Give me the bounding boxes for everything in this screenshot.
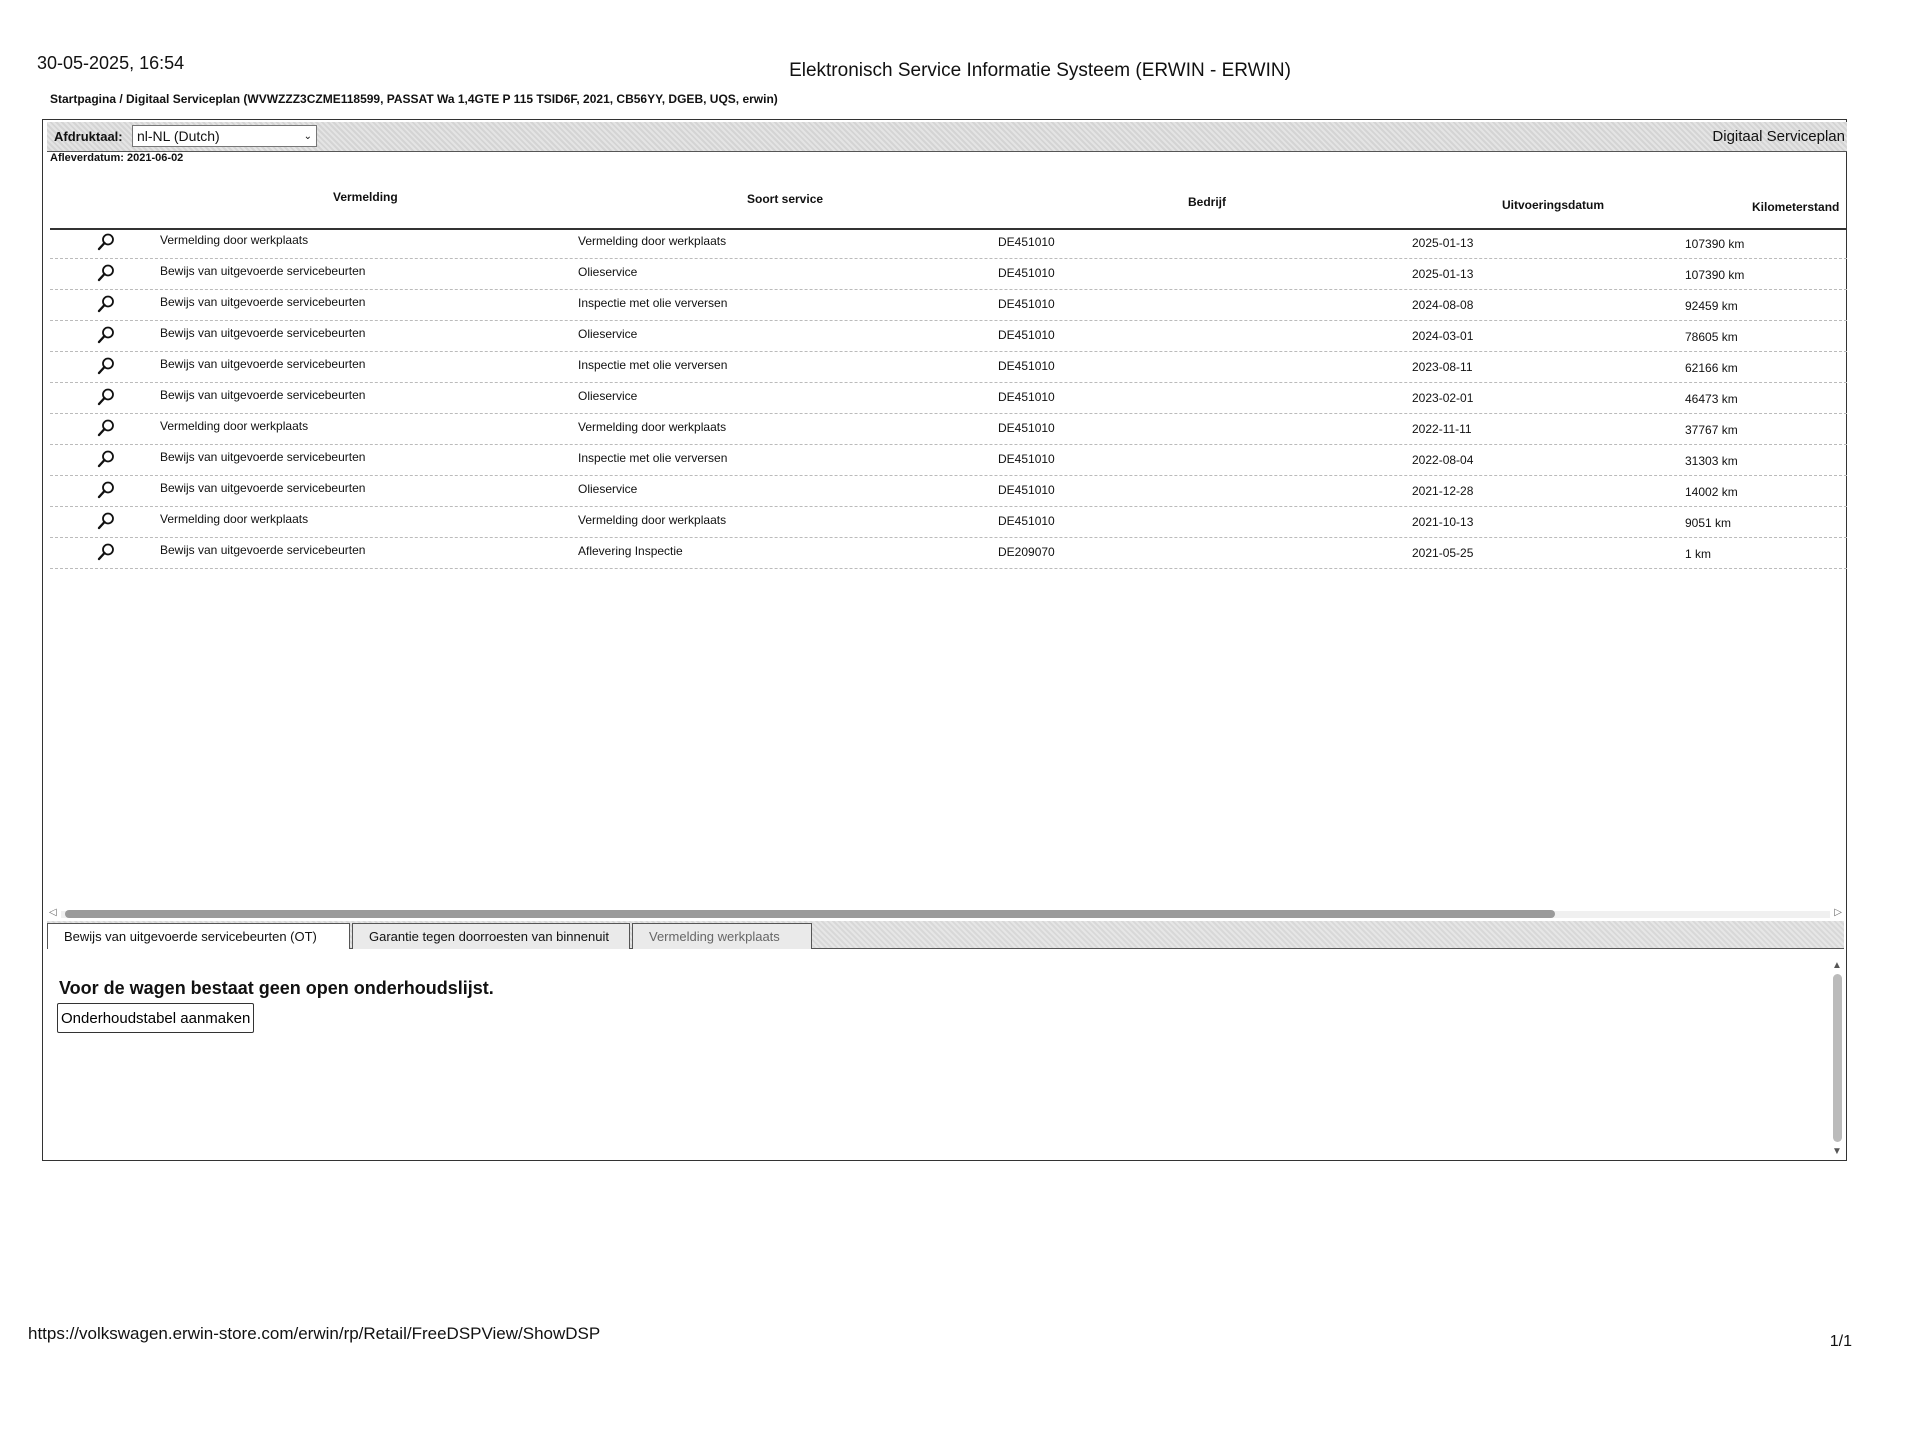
cell-bedrijf: DE209070 [998,545,1055,559]
scroll-left-icon[interactable]: ◁ [49,907,57,918]
cell-vermelding: Bewijs van uitgevoerde servicebeurten [160,481,366,495]
table-row[interactable] [50,445,1847,476]
table-row[interactable] [50,383,1847,414]
cell-bedrijf: DE451010 [998,421,1055,435]
magnifier-icon[interactable] [96,263,118,285]
cell-kilometerstand: 107390 km [1685,237,1745,251]
cell-vermelding: Bewijs van uitgevoerde servicebeurten [160,543,366,557]
scroll-down-icon[interactable]: ▼ [1832,1146,1842,1157]
table-row[interactable] [50,228,1847,259]
create-maintenance-table-button[interactable]: Onderhoudstabel aanmaken [57,1003,254,1033]
magnifier-icon[interactable] [96,387,118,409]
cell-kilometerstand: 78605 km [1685,330,1738,344]
cell-soort-service: Inspectie met olie verversen [578,296,728,310]
cell-bedrijf: DE451010 [998,452,1055,466]
cell-kilometerstand: 62166 km [1685,361,1738,375]
cell-uitvoeringsdatum: 2024-03-01 [1412,329,1474,343]
cell-uitvoeringsdatum: 2025-01-13 [1412,267,1474,281]
delivery-date-label: Afleverdatum: [50,152,124,164]
cell-vermelding: Vermelding door werkplaats [160,419,309,433]
cell-soort-service: Vermelding door werkplaats [578,234,727,248]
cell-kilometerstand: 107390 km [1685,268,1745,282]
footer-url: https://volkswagen.erwin-store.com/erwin/rp/Retail/FreeDSPView/ShowDSP [28,1324,601,1343]
cell-kilometerstand: 14002 km [1685,485,1738,499]
empty-maintenance-message: Voor de wagen bestaat geen open onderhoudslijst. [59,978,494,998]
cell-kilometerstand: 37767 km [1685,423,1738,437]
cell-bedrijf: DE451010 [998,235,1055,249]
cell-vermelding: Vermelding door werkplaats [160,233,309,247]
magnifier-icon[interactable] [96,511,118,533]
cell-uitvoeringsdatum: 2024-08-08 [1412,298,1474,312]
cell-vermelding: Bewijs van uitgevoerde servicebeurten [160,450,366,464]
table-row[interactable] [50,538,1847,569]
scroll-right-icon[interactable]: ▷ [1834,907,1842,918]
cell-vermelding: Bewijs van uitgevoerde servicebeurten [160,357,366,371]
cell-uitvoeringsdatum: 2021-10-13 [1412,515,1474,529]
cell-uitvoeringsdatum: 2023-02-01 [1412,391,1474,405]
cell-kilometerstand: 31303 km [1685,454,1738,468]
cell-kilometerstand: 1 km [1685,547,1712,561]
tab-panel [47,950,1844,1160]
cell-uitvoeringsdatum: 2022-08-04 [1412,453,1474,467]
cell-uitvoeringsdatum: 2021-05-25 [1412,546,1474,560]
service-table-body [50,228,1847,569]
table-row[interactable] [50,259,1847,290]
cell-soort-service: Olieservice [578,482,638,496]
column-header-uitvoeringsdatum[interactable]: Uitvoeringsdatum [1502,198,1605,212]
cell-soort-service: Aflevering Inspectie [578,544,683,558]
tab-garantie-doorroesten[interactable]: Garantie tegen doorroesten van binnenuit [352,923,630,949]
magnifier-icon[interactable] [96,418,118,440]
cell-uitvoeringsdatum: 2022-11-11 [1412,422,1472,436]
cell-bedrijf: DE451010 [998,297,1055,311]
cell-vermelding: Bewijs van uitgevoerde servicebeurten [160,295,366,309]
cell-soort-service: Inspectie met olie verversen [578,358,728,372]
magnifier-icon[interactable] [96,449,118,471]
horizontal-scrollbar[interactable] [47,907,1844,921]
cell-bedrijf: DE451010 [998,328,1055,342]
magnifier-icon[interactable] [96,542,118,564]
table-row[interactable] [50,352,1847,383]
language-select[interactable] [132,125,317,147]
cell-vermelding: Vermelding door werkplaats [160,512,309,526]
cell-kilometerstand: 9051 km [1685,516,1732,530]
cell-kilometerstand: 92459 km [1685,299,1738,313]
print-date: 30-05-2025, 16:54 [37,53,185,73]
cell-uitvoeringsdatum: 2025-01-13 [1412,236,1474,250]
cell-bedrijf: DE451010 [998,514,1055,528]
magnifier-icon[interactable] [96,232,118,254]
language-select-value: nl-NL (Dutch) [137,128,220,144]
scroll-up-icon[interactable]: ▲ [1832,960,1842,971]
cell-uitvoeringsdatum: 2023-08-11 [1412,360,1473,374]
cell-soort-service: Olieservice [578,389,638,403]
cell-soort-service: Olieservice [578,265,638,279]
cell-soort-service: Vermelding door werkplaats [578,513,727,527]
column-header-soort-service[interactable]: Soort service [747,192,824,206]
cell-bedrijf: DE451010 [998,483,1055,497]
delivery-date-value: 2021-06-02 [127,152,184,164]
tab-bewijs-servicebeurten[interactable]: Bewijs van uitgevoerde servicebeurten (OT) [47,923,350,949]
language-label: Afdruktaal: [54,129,123,144]
magnifier-icon[interactable] [96,325,118,347]
cell-vermelding: Bewijs van uitgevoerde servicebeurten [160,326,366,340]
table-row[interactable] [50,414,1847,445]
table-row[interactable] [50,507,1847,538]
vertical-scrollbar[interactable] [1830,960,1844,1160]
cell-kilometerstand: 46473 km [1685,392,1738,406]
table-header [50,180,1847,230]
delivery-date [50,152,183,164]
tab-vermelding-werkplaats[interactable]: Vermelding werkplaats [632,923,812,949]
cell-soort-service: Vermelding door werkplaats [578,420,727,434]
cell-bedrijf: DE451010 [998,359,1055,373]
magnifier-icon[interactable] [96,294,118,316]
toolbar [47,122,1847,152]
cell-soort-service: Olieservice [578,327,638,341]
table-row[interactable] [50,321,1847,352]
cell-soort-service: Inspectie met olie verversen [578,451,728,465]
magnifier-icon[interactable] [96,480,118,502]
column-header-vermelding[interactable]: Vermelding [333,190,398,204]
scroll-thumb[interactable] [65,910,1555,918]
print-title: Elektronisch Service Informatie Systeem (ERWIN - ERWIN) [789,60,1291,81]
tab-strip [47,921,1844,949]
cell-bedrijf: DE451010 [998,266,1055,280]
column-header-bedrijf[interactable]: Bedrijf [1188,195,1227,209]
cell-vermelding: Bewijs van uitgevoerde servicebeurten [160,264,366,278]
document-title: Digitaal Serviceplan [1712,128,1845,145]
cell-bedrijf: DE451010 [998,390,1055,404]
vertical-scroll-thumb[interactable] [1833,974,1842,1142]
cell-vermelding: Bewijs van uitgevoerde servicebeurten [160,388,366,402]
magnifier-icon[interactable] [96,356,118,378]
page-number: 1/1 [1829,1333,1852,1350]
cell-uitvoeringsdatum: 2021-12-28 [1412,484,1474,498]
table-row[interactable] [50,476,1847,507]
column-header-kilometerstand[interactable]: Kilometerstand [1752,200,1840,214]
breadcrumb[interactable]: Startpagina / Digitaal Serviceplan (WVWZZZ3CZME118599, PASSAT Wa 1,4GTE P 115 TSID6F, 2021, CB56YY, DGEB, UQS, erwin) [50,92,778,106]
chevron-down-icon: ⌄ [303,130,312,142]
table-row[interactable] [50,290,1847,321]
